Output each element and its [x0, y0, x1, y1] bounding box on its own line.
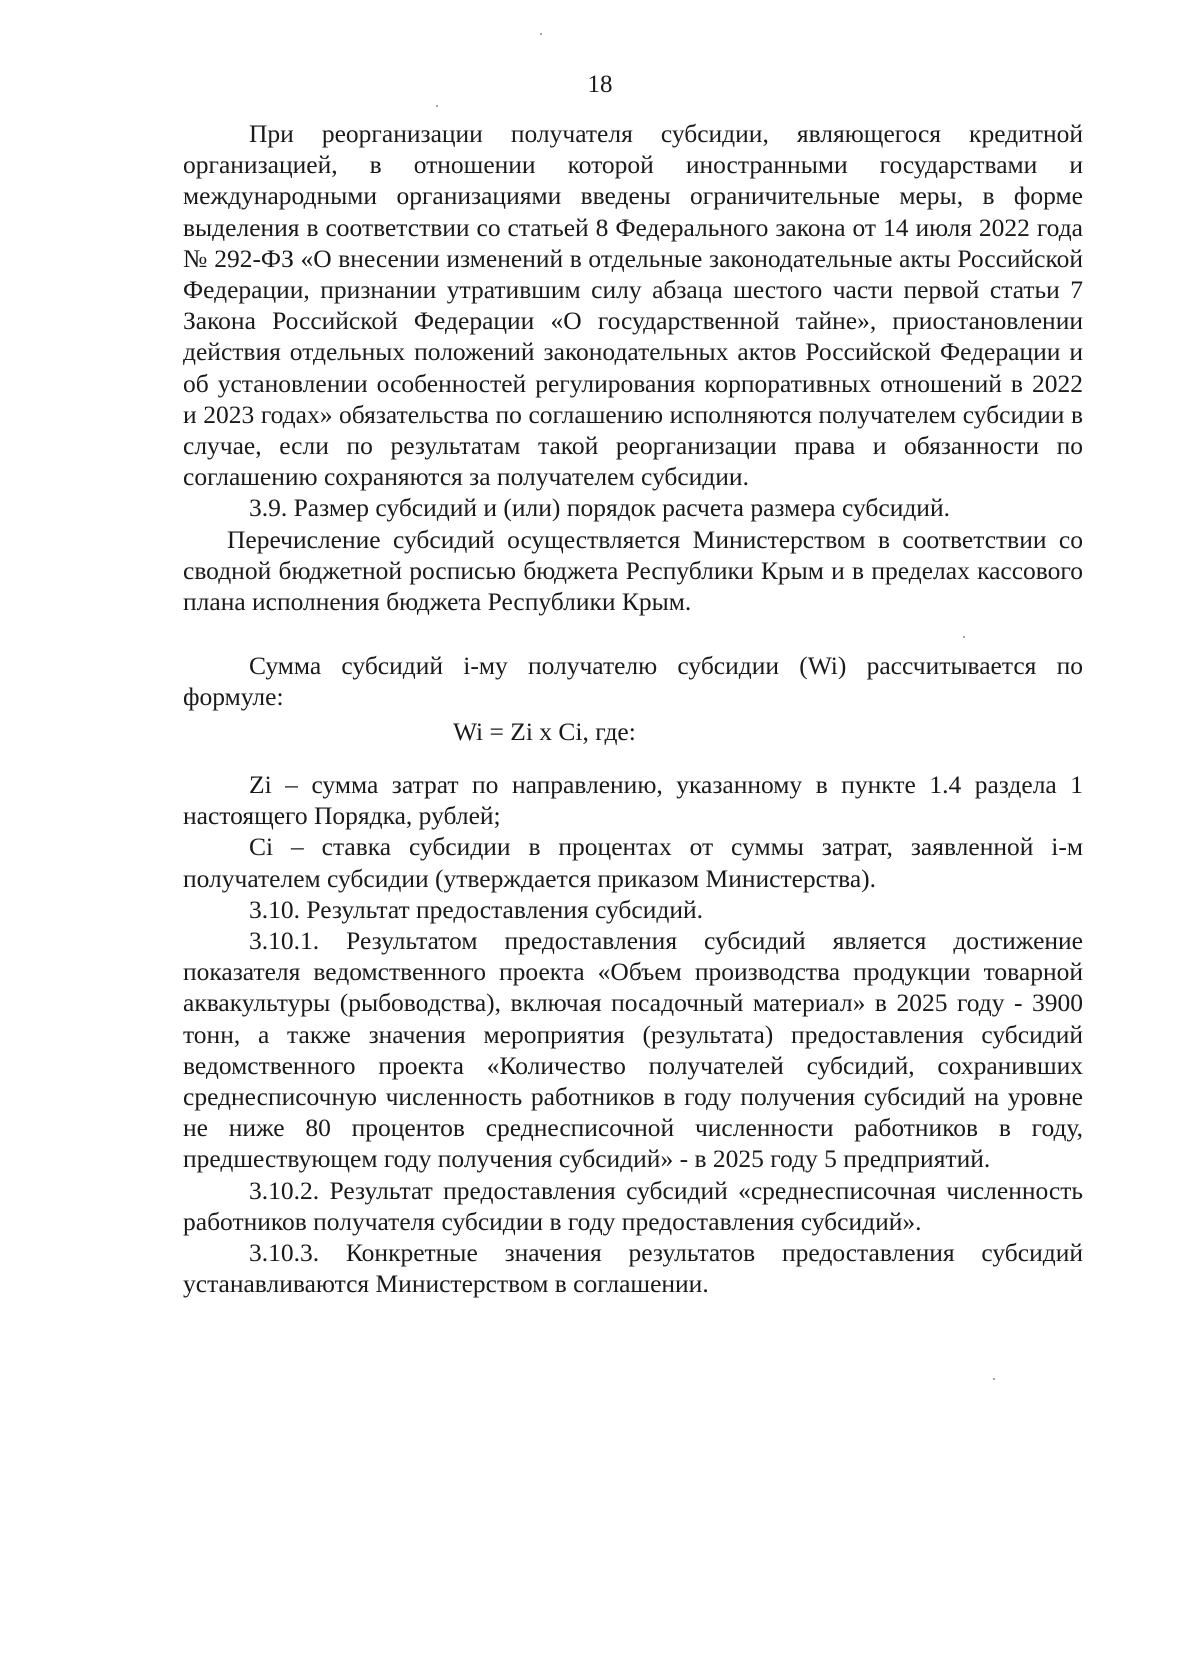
paragraph-reorganization: При реорганизации получателя субсидии, являющегося кредитной организацией, в отношении которой иностранными государствами и международными организациями введены ограничительные меры, в форме выделения в соответствии со статьей 8 Федерального закона от 14 июля 2022 года № 292-ФЗ «О внесении изменений в отдельные законодательные акты Российской Федерации, признании утратившим силу абзаца шестого части первой статьи 7 Закона Российской Федерации «О государственной тайне», приостановлении действия отдельных положений законодательных актов Российской Федерации и об установлении особенностей регулирования корпоративных отношений в 2022 и 2023 годах» обязательства по соглашению исполняются получателем субсидии в случае, если по результатам такой реорганизации права и обязанности по соглашению сохраняются за получателем субсидии.	[183, 119, 1083, 492]
paragraph-section-3-9: 3.9. Размер субсидий и (или) порядок расчета размера субсидий.	[249, 493, 950, 523]
page-number: 18	[587, 71, 613, 98]
paragraph-transfer: Перечисление субсидий осуществляется Министерством в соответствии со сводной бюджетной росписью бюджета Республики Крым и в пределах кассового плана исполнения бюджета Республики Крым.	[183, 524, 1083, 617]
scan-speck	[993, 1378, 995, 1380]
document-body	[183, 118, 1083, 617]
scan-speck	[963, 636, 965, 638]
definition-zi: Zi – сумма затрат по направлению, указанному в пункте 1.4 раздела 1 настоящего Порядка, рублей;	[183, 770, 1083, 831]
definition-ci: Ci – ставка субсидии в процентах от суммы затрат, заявленной i-м получателем субсидии (утверждается приказом Министерства).	[183, 832, 1083, 893]
paragraph-section-3-10: 3.10. Результат предоставления субсидий.	[249, 894, 703, 924]
paragraph-section-3-10-3: 3.10.3. Конкретные значения результатов предоставления субсидий устанавливаются Министерством в соглашении.	[183, 1238, 1083, 1299]
scan-speck	[436, 105, 438, 107]
formula: Wi = Zi x Ci, где:	[453, 717, 636, 747]
paragraph-formula-intro: Сумма субсидий i-му получателю субсидии (Wi) рассчитывается по формуле:	[183, 651, 1083, 712]
paragraph-section-3-10-1: 3.10.1. Результатом предоставления субсидий является достижение показателя ведомственного проекта «Объем производства продукции товарной аквакультуры (рыбоводства), включая посадочный материал» в 2025 году - 3900 тонн, а также значения мероприятия (результата) предоставления субсидий ведомственного проекта «Количество получателей субсидий, сохранивших среднесписочную численность работников в году получения субсидий на уровне не ниже 80 процентов среднесписочной численности работников в году, предшествующем году получения субсидий» - в 2025 году 5 предприятий.	[183, 926, 1083, 1174]
formula-definitions	[183, 769, 1083, 1299]
scan-speck	[540, 33, 542, 35]
formula-section	[183, 650, 1083, 748]
paragraph-section-3-10-2: 3.10.2. Результат предоставления субсидий «среднесписочная численность работников получателя субсидии в году предоставления субсидий».	[183, 1175, 1083, 1236]
